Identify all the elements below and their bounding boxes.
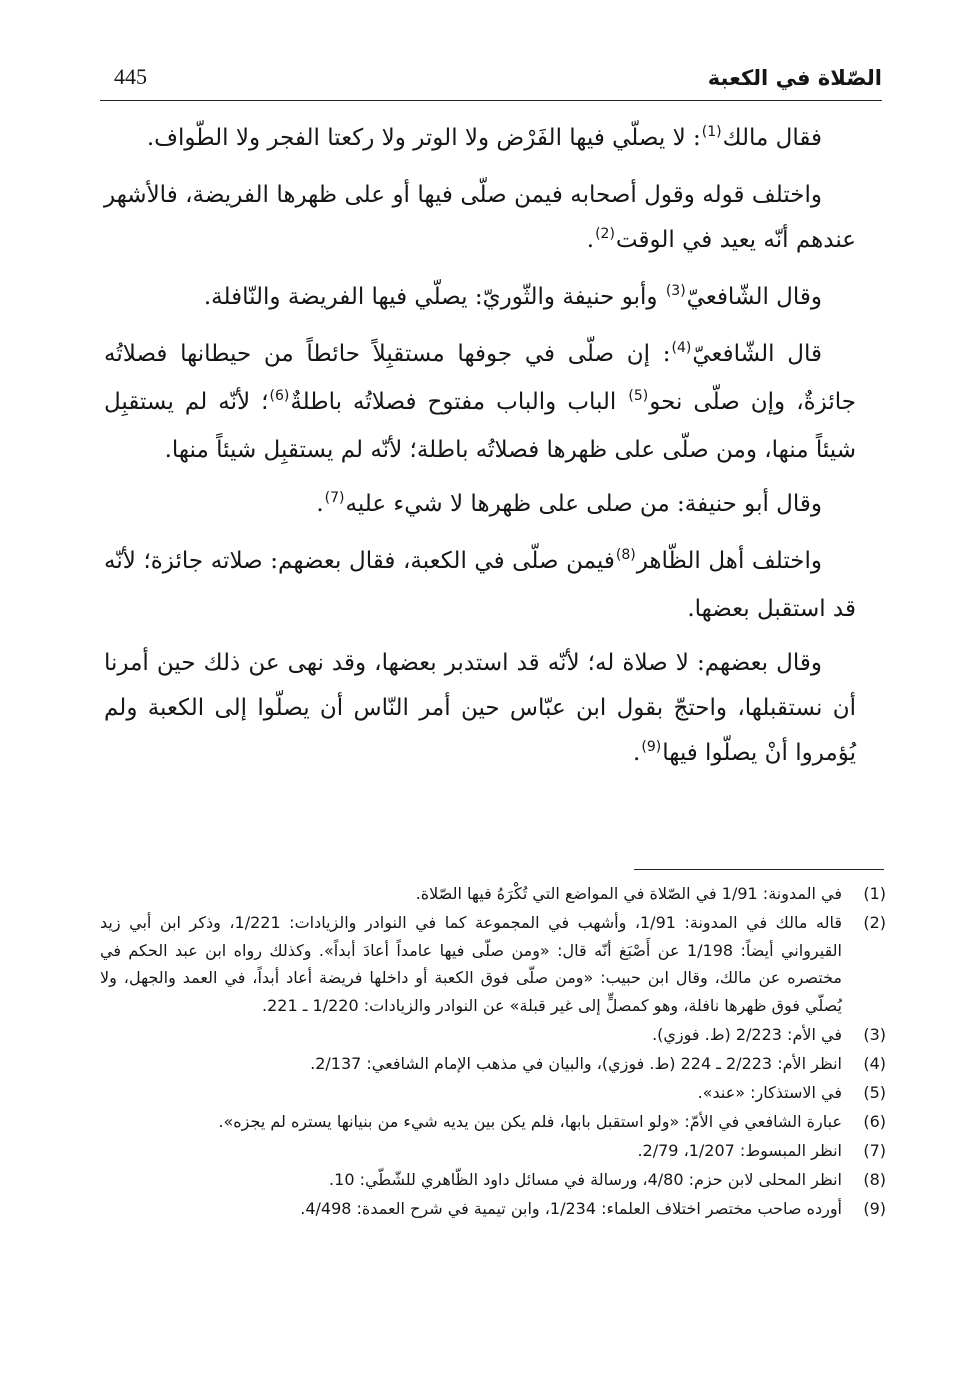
paragraph-text: وأبو حنيفة والثّوريّ: يصلّي فيها الفريضة والنّافلة. (203, 284, 665, 310)
footnote (100, 880, 886, 908)
paragraph-text: : إن صلّى في جوفها مستقبِلاً حائطاً من حيطانها فصلاتُه جائزةٌ، وإن صلّى نحو (104, 341, 857, 415)
main-text (104, 116, 856, 788)
footnote (100, 1050, 886, 1078)
footnote-number: (2) (863, 913, 886, 932)
footnote-marker: (2) (595, 226, 615, 242)
footnote-marker: (5) (628, 388, 649, 404)
footnote (100, 909, 886, 1019)
paragraph-text: . (586, 227, 595, 253)
paragraph-text: فيمن صلّى في الكعبة، فقال بعضهم: صلاته جائزة؛ لأنّه قد استقبل بعضها. (104, 548, 856, 622)
page-header (100, 60, 882, 100)
footnote-marker: (8) (615, 547, 636, 563)
footnote (100, 1079, 886, 1107)
paragraph-text: قال الشّافعيّ (692, 341, 822, 367)
running-title: الصّلاة في الكعبة (707, 66, 882, 90)
footnote-number: (6) (863, 1111, 886, 1131)
paragraph-text: ؛ لأنّه لم يستقبِل شيئاً منها، ومن صلّى على ظهرها فصلاتُه باطلة؛ لأنّه لم يستقبِل شيئاً منها. (104, 389, 856, 463)
footnote-text: في المدونة: 1/91 في الصّلاة في المواضع التي تُكْرَهُ فيها الصّلاة. (415, 884, 842, 903)
paragraph-text: . (316, 491, 324, 517)
footnote-marker: (4) (671, 340, 692, 356)
footnote-number: (9) (863, 1198, 886, 1218)
paragraph-2 (104, 173, 856, 266)
footnote-marker: (1) (701, 124, 722, 140)
footnote-number: (1) (863, 884, 886, 903)
paragraph-text: : لا يصلّي فيها الفَرْض ولا الوتر ولا ركعتا الفجر ولا الطّواف. (146, 125, 701, 151)
paragraph-6 (104, 539, 856, 632)
footnote (100, 1137, 886, 1165)
paragraph-5 (104, 482, 856, 530)
footnote-marker: (9) (641, 739, 662, 755)
footnote-text: قاله مالك في المدونة: 1/91، وأشهب في المجموعة كما في النوادر والزيادات: 1/221، وذكر ابن أبي زيد القيرواني أيضاً: 1/198 عن أَصْبَغ أنّه قال: «ومن صلّى فيها عامداً أعادَ أبداً». وكذلك رواه ابن عبد الحكم في مختصره عن مالك، وقال ابن حبيب: «ومن صلّى فوق الكعبة أو داخلها فريضة أعاد أبداً، في العمد والجهل، ولا يُصلّي فوق ظهرها نافلة، وهو كمصلٍّ إلى غير قبلة» عن النوادر والزيادات: 1/220 ـ 221. (100, 913, 843, 1015)
footnote (100, 1021, 886, 1049)
footnote-number: (8) (863, 1169, 886, 1189)
paragraph-1 (104, 116, 856, 164)
footnote (100, 1108, 886, 1136)
header-rule (100, 100, 882, 101)
paragraph-text: وقال الشّافعيّ (686, 284, 822, 310)
footnote-text: عبارة الشافعي في الأمّ: «ولو استقبل بابها، فلم يكن بين يديه شيء من بنيانها يستره لم يجزه». (218, 1111, 842, 1131)
footnote-text: في الأم: 2/223 (ط. فوزي). (652, 1024, 842, 1044)
footnote-text: انظر المحلى لابن حزم: 4/80، ورسالة في مسائل داود الظّاهري للشّطّي: 10. (329, 1169, 842, 1189)
paragraph-text: الباب والباب مفتوح فصلاتُه باطلةٌ (290, 389, 628, 415)
footnote-text: أورده صاحب مختصر اختلاف العلماء: 1/234، وابن تيمية في شرح العمدة: 4/498. (300, 1198, 842, 1218)
paragraph-3 (104, 275, 856, 323)
footnote (100, 1166, 886, 1194)
footnotes (100, 880, 886, 1224)
paragraph-text: واختلف أهل الظّاهر (636, 548, 823, 574)
footnote-marker: (7) (324, 490, 345, 506)
paragraph-text: . (633, 740, 641, 766)
footnote-text: في الاستذكار: «عند». (697, 1082, 842, 1102)
paragraph-text: فقال مالك (722, 125, 822, 151)
footnote-marker: (3) (665, 283, 686, 299)
footnote-number: (7) (863, 1140, 886, 1160)
footnote-text: انظر الأم: 2/223 ـ 224 (ط. فوزي)، والبيان في مذهب الإمام الشافعي: 2/137. (310, 1053, 842, 1073)
footnote-number: (4) (863, 1053, 886, 1073)
paragraph-text: وقال بعضهم: لا صلاة له؛ لأنّه قد استدبر بعضها، وقد نهى عن ذلك حين أمرنا أن نستقبلها، واحتجّ بقول ابن عبّاس حين أمر النّاس أن يصلّوا إلى الكعبة ولم يُؤمروا أنْ يصلّوا فيها (104, 650, 856, 766)
footnote (100, 1195, 886, 1223)
paragraph-text: وقال أبو حنيفة: من صلى على ظهرها لا شيء عليه (345, 491, 822, 517)
footnote-text: انظر المبسوط: 1/207، 2/79. (637, 1140, 842, 1160)
paragraph-4 (104, 332, 856, 473)
footnote-marker: (6) (269, 388, 290, 404)
footnote-number: (3) (863, 1024, 886, 1044)
paragraph-text: واختلف قوله وقول أصحابه فيمن صلّى فيها أو على ظهرها الفريضة، فالأشهر عندهم أنّه يعيد في الوقت (104, 182, 856, 253)
footnote-rule (634, 869, 884, 870)
page-number: 445 (114, 64, 147, 89)
footnote-number: (5) (863, 1082, 886, 1102)
paragraph-7 (104, 641, 856, 779)
